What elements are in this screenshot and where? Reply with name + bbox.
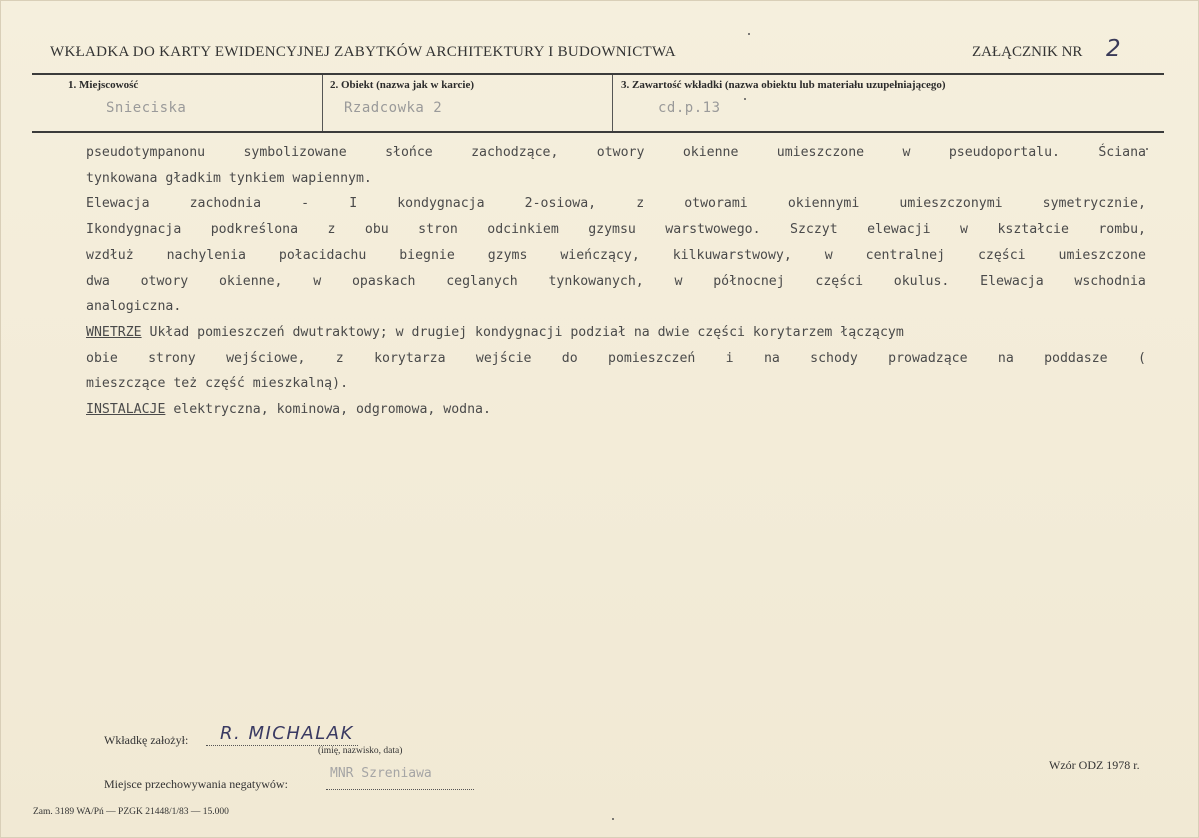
negatives-value: MNR Szreniawa [330,766,432,781]
annex-number: 2 [1106,36,1121,62]
field-contents-value: cd.p.13 [658,100,721,116]
interiors-text: Układ pomieszczeń dwutraktowy; w drugiej kondygnacji podział na dwie części korytarzem łączącym [149,324,904,340]
text-line: Elewacja zachodnia - I kondygnacja 2-osiowa, z otworami okiennymi umieszczonymi symetrycznie, [86,196,1146,212]
print-info: Zam. 3189 WA/Pń — PZGK 21448/1/83 — 15.000 [33,807,229,817]
installations-heading: INSTALACJE [86,402,166,418]
interiors-paragraph [86,320,1146,346]
header-rule-bottom [32,131,1164,133]
interiors-heading: WNETRZE [86,324,142,340]
field-locality-value: Snieciska [106,100,187,116]
field-divider [612,75,613,131]
text-line: Ikondygnacja podkreślona z obu stron odcinkiem gzymsu warstwowego. Szczyt elewacji w kształcie rombu, [86,222,1146,238]
annex-label: ZAŁĄCZNIK NR [972,44,1083,60]
founded-note: (imię, nazwisko, data) [318,746,403,756]
text-line: mieszczące też część mieszkalną). [86,376,349,392]
document-title: WKŁADKA DO KARTY EWIDENCYJNEJ ZABYTKÓW ARCHITEKTURY I BUDOWNICTWA [50,44,676,60]
founded-label: Wkładkę założył: [104,733,189,747]
installations-text: elektryczna, kominowa, odgromowa, wodna. [173,402,491,418]
installations-paragraph [86,397,1146,423]
field-contents-label: 3. Zawartość wkładki (nazwa obiektu lub materiału uzupełniającego) [621,79,946,91]
text-line: pseudotympanonu symbolizowane słońce zachodzące, otwory okienne umieszczone w pseudoportalu. Ściana [86,145,1146,160]
paper-speck [744,98,746,100]
header-rule-top [32,73,1164,75]
model-note: Wzór ODZ 1978 r. [1049,758,1140,772]
text-line: obie strony wejściowe, z korytarza wejście do pomieszczeń i na schody prowadzące na poddasze ( [86,350,1146,366]
text-line: wzdłuż nachylenia połacidachu biegnie gzyms wieńczący, kilkuwarstwowy, w centralnej części umieszczone [86,247,1146,263]
description-text [86,140,1146,423]
negatives-dotted-line [326,789,474,790]
text-line: analogiczna. [86,299,182,315]
text-line: tynkowana gładkim tynkiem wapiennym. [86,170,372,186]
field-object-label: 2. Obiekt (nazwa jak w karcie) [330,79,475,91]
field-locality-label: 1. Miejscowość [68,79,139,91]
text-line: dwa otwory okienne, w opaskach ceglanych tynkowanych, w północnej części okulus. Elewacja wschodnia [86,273,1146,289]
paper-speck [1146,148,1148,150]
field-object-value: Rzadcowka 2 [344,100,443,116]
founded-signature: R. MICHALAK [220,723,354,744]
paper-speck [612,818,614,820]
paper-speck [748,33,750,35]
field-divider [322,75,323,131]
negatives-label: Miejsce przechowywania negatywów: [104,777,288,791]
